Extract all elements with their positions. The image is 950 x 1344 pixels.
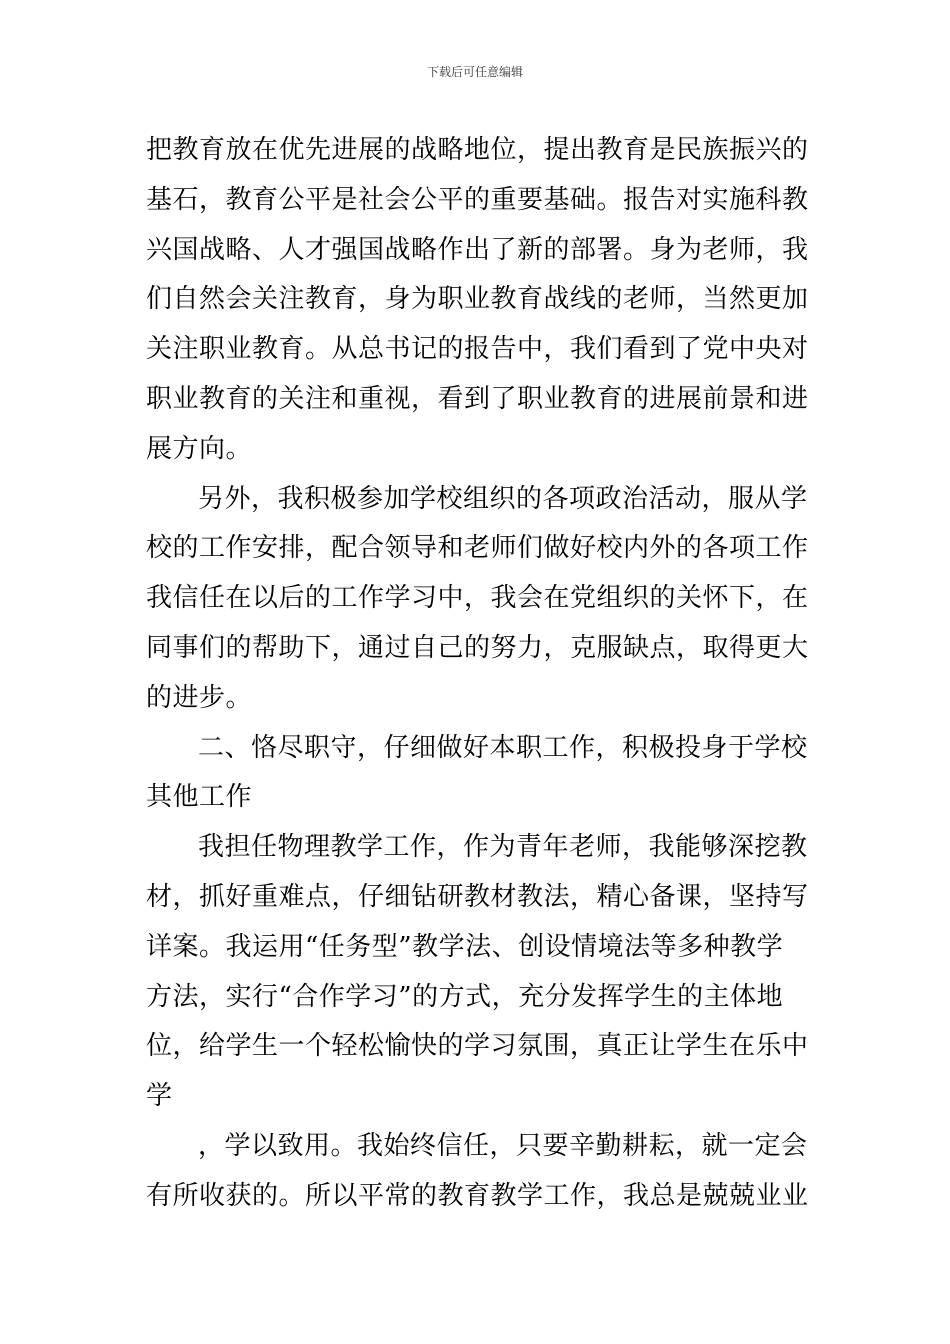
text-line: 职业教育的关注和重视，看到了职业教育的进展前景和进: [146, 383, 809, 414]
text-line: 方法，实行“合作学习”的方式，充分发挥学生的主体地: [146, 981, 784, 1012]
page-header: 下载后可任意编辑: [426, 65, 523, 79]
section-heading-line: 二、恪尽职守，仔细做好本职工作，积极投身于学校: [198, 732, 808, 763]
paragraph-start-line: 我担任物理教学工作，作为青年老师，我能够深挖教: [198, 832, 808, 863]
text-line: 同事们的帮助下，通过自己的努力，克服缺点，取得更大: [146, 632, 809, 663]
text-line: 的进步。: [146, 682, 253, 713]
text-line: 兴国战略、人才强国战略作出了新的部署。身为老师，我: [146, 234, 809, 265]
text-line: 详案。我运用“任务型”教学法、创设情境法等多种教学: [146, 931, 784, 962]
text-line: 们自然会关注教育，身为职业教育战线的老师，当然更加: [146, 284, 809, 315]
body-text: [146, 126, 808, 1222]
text-line: 关注职业教育。从总书记的报告中，我们看到了党中央对: [146, 334, 809, 365]
text-line: 位，给学生一个轻松愉快的学习氛围，真正让学生在乐中: [146, 1031, 809, 1062]
text-line: 基石，教育公平是社会公平的重要基础。报告对实施科教: [146, 184, 809, 215]
text-line: 把教育放在优先进展的战略地位，提出教育是民族振兴的: [146, 135, 809, 165]
text-line: 展方向。: [146, 433, 253, 464]
section-heading-line: 其他工作: [146, 782, 253, 813]
text-line: 校的工作安排，配合领导和老师们做好校内外的各项工作: [146, 533, 809, 564]
text-line: 学: [146, 1081, 173, 1112]
paragraph-start-line: ，学以致用。我始终信任，只要辛勤耕耘，就一定会: [198, 1130, 808, 1161]
paragraph-start-line: 另外，我积极参加学校组织的各项政治活动，服从学: [198, 483, 808, 514]
text-line: 我信任在以后的工作学习中，我会在党组织的关怀下，在: [146, 583, 809, 614]
text-line: 有所收获的。所以平常的教育教学工作，我总是兢兢业业: [146, 1180, 809, 1211]
text-line: 材，抓好重难点，仔细钻研教材教法，精心备课，坚持写: [146, 881, 809, 912]
